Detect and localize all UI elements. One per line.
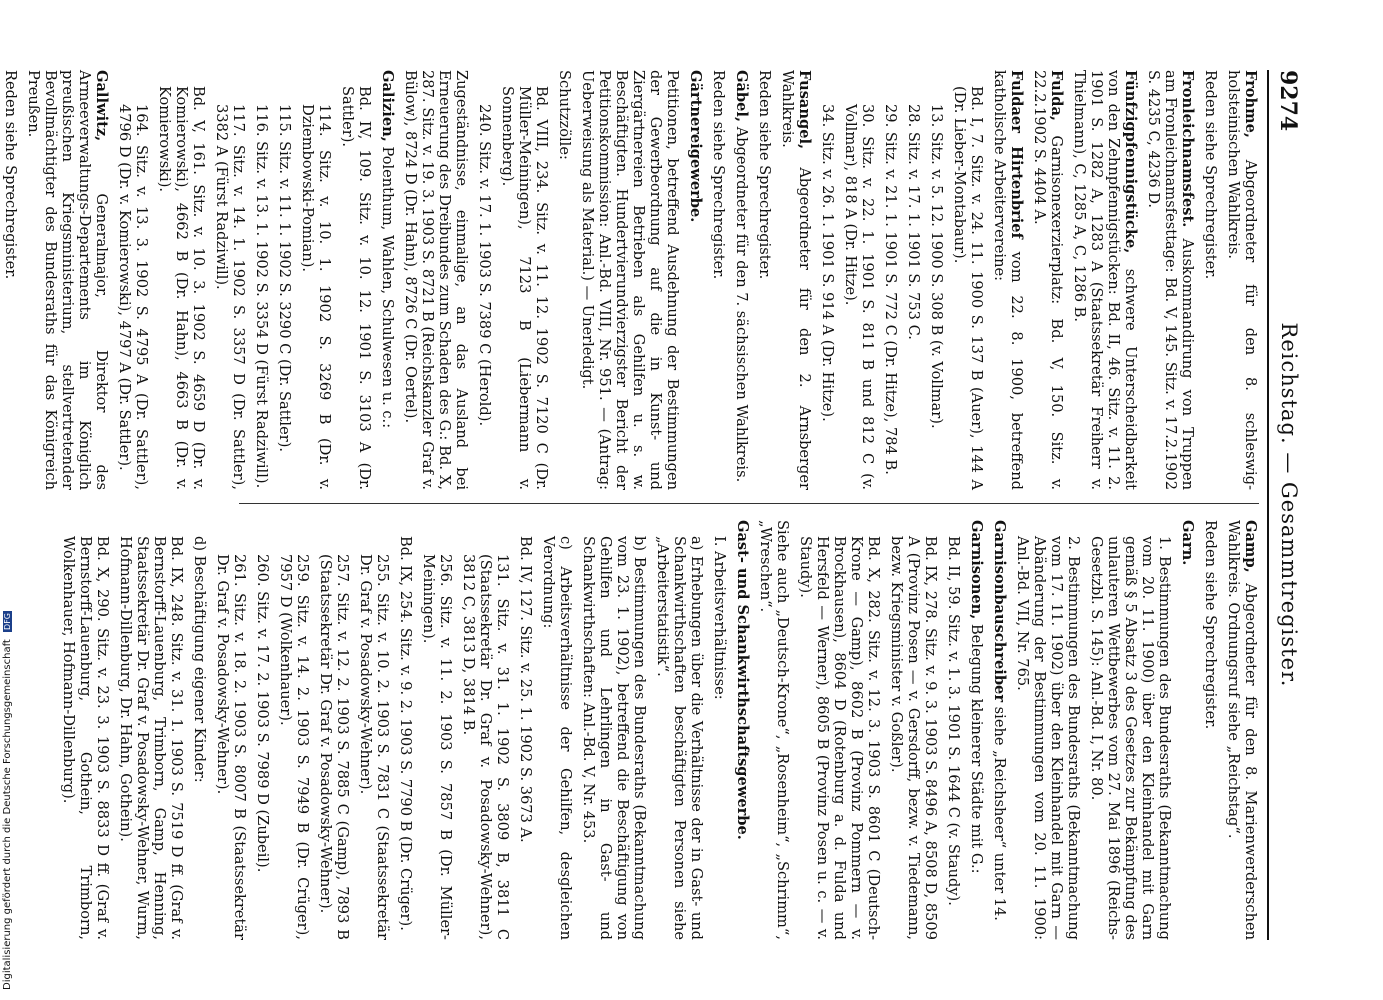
- entry-headword: Fusangel,: [796, 70, 813, 150]
- register-entry: [991, 520, 1008, 940]
- register-entry: Zugeständnisse, einmalige, an das Ausland bei Erneuerung des Dreibundes zum Schaden des G.: Bd. X, 287. Sitz. v. 19. 3. 1903 S. 8721 B (Reichskanzler Graf v. Bülow), 8724 D (Dr. Hahn), 8726 C (Dr. Oertel).: [402, 70, 470, 490]
- register-entry: Petitionen, betreffend Ausdehnung der Bestimmungen der Gewerbeordnung auf die in Kunst- und Ziergärtnereien Betrieben als Gehilfen u. s. w. Beschäftigten. Hundertvierundvierzigster Bericht der Petitionskommission: Anl.-Bd. VIII, Nr. 951. — (Antrag: Ueberweisung als Material.) — Unerledigt.: [579, 70, 681, 490]
- register-entry: Bd. II, 59. Sitz. v. 1. 3. 1901 S. 1644 C (v. Staudy).: [945, 536, 962, 906]
- register-entry: 116. Sitz. v. 13. 1. 1902 S. 3354 D (Fürst Radziwill).: [253, 104, 270, 489]
- register-entry: 117. Sitz. v. 14. 1. 1902 S. 3357 D (Dr. Sattler), 3382 A (Fürst Radziwill).: [213, 104, 247, 490]
- register-entry: [1145, 70, 1196, 490]
- register-entry: 259. Sitz. v. 14. 2. 1903 S. 7949 B (Dr. Crüger), 7957 D (Wolkenhauer).: [277, 554, 311, 940]
- column-divider: [239, 503, 1259, 504]
- register-entry: c) Arbeitsverhältnisse der Gehilfen, desgleichen Verordnung:: [540, 536, 574, 940]
- register-entry: 131. Sitz. v. 31. 1. 1902 S. 3809 B, 3811 C (Staatssekretär Dr. Graf v. Posadowsky-Wehner), 3812 C, 3813 D, 3814 B.: [460, 554, 511, 940]
- running-head: Reichstag. — Gesammtregister.: [1277, 322, 1301, 688]
- register-entry: Reden siehe Sprechregister.: [2, 70, 19, 280]
- register-entry: [734, 520, 751, 940]
- entry-headword: Garnisonbauschreiber: [991, 520, 1008, 703]
- register-entry: Siehe auch „Deutsch-Krone“, „Rosenheim“, „Schrimm“, „Wreschen“.: [757, 520, 791, 940]
- entry-text: Auskommandirung von Truppen am Fronleichnamsfesttage: Bd. V, 145. Sitz. v. 17.2.1902 S. 4235 C, 4236 D.: [1145, 70, 1196, 491]
- register-entry: 261. Sitz. v. 18. 2. 1903 S. 8007 B (Staatssekretär Dr. Graf v. Posadowsky-Wehner).: [214, 554, 248, 940]
- entry-headword: Garnisonen,: [968, 520, 985, 620]
- entry-text: Polenthum, Wahlen, Schulwesen u. c.:: [379, 146, 396, 429]
- register-entry: 29. Sitz. v. 21. 1. 1901 S. 772 C (Dr. Hitze), 784 B.: [882, 104, 899, 475]
- entry-headword: Fünfzigpfennigstücke,: [1122, 70, 1139, 254]
- register-entry: [1071, 70, 1139, 490]
- register-entry: 2. Bestimmungen des Bundesraths (Bekanntmachung vom 17. 11. 1902) über den Kleinhandel mit Garn — Abänderung der Bestimmungen vom 20. 11. 1900: Anl.-Bd. VII, Nr. 765.: [1014, 536, 1082, 940]
- page-number: 9274: [1275, 70, 1301, 132]
- entry-headword: Fuldaer Hirtenbrief: [1008, 70, 1025, 239]
- register-entry: I. Arbeitsverhältnisse:: [711, 536, 728, 700]
- register-entry: b) Bestimmungen des Bundesraths (Bekanntmachung vom 23. 1. 1902), betreffend die Beschäftigung von Gehilfen und Lehrlingen in Gast- und Schankwirthschaften: Anl.-Bd. V, Nr. 453.: [580, 536, 648, 940]
- entry-text: Abgeordneter für den 7. sächsischen Wahlkreis.: [733, 126, 750, 483]
- register-entry: [687, 70, 704, 490]
- register-entry: Bd. IX, 278. Sitz. v. 9. 3. 1903 S. 8496 A, 8508 D, 8509 A (Provinz Posen — v. Gersdorff, bezw. v. Tiedemann, bezw. Kriegsminister v. Goßler).: [888, 536, 939, 940]
- right-column: [54, 520, 1259, 940]
- register-entry: [733, 70, 750, 490]
- register-entry: 260. Sitz. v. 17. 2. 1903 S. 7989 D (Zubeil).: [254, 554, 271, 873]
- register-entry: d) Beschäftigung eigener Kinder:: [191, 536, 208, 783]
- entry-text: Garnisonexerzierplatz: Bd. V, 150. Sitz. v. 22.2.1902 S. 4404 A.: [1031, 70, 1065, 491]
- register-entry: 28. Sitz. v. 17. 1. 1901 S. 753 C.: [905, 104, 922, 340]
- register-entry: [991, 70, 1025, 490]
- register-entry: 1. Bestimmungen des Bundesraths (Bekanntmachung vom 20. 11. 1900) über den Kleinhandel mit Garn gemäß § 5 Absatz 3 des Gesetzes zur Bekämpfung des unlauteren Wettbewerbes vom 27. Mai 1896 (Reichs-Gesetzbl. S. 145): Anl.-Bd. I, Nr. 80.: [1088, 536, 1173, 940]
- digitization-note: [2, 611, 13, 990]
- entry-text: Abgeordneter für den 2. Arnsberger Wahlkreis.: [779, 70, 813, 490]
- register-entry: 30. Sitz. v. 22. 1. 1901 S. 811 B und 812 C (v. Vollmar), 818 A (Dr. Hitze).: [842, 104, 876, 490]
- entry-text: Belegung kleinerer Städte mit G.:: [968, 623, 985, 874]
- entry-text: schwere Unterscheidbarkeit von den Zehnpfennigstücken: Bd. II, 46. Sitz. v. 11. 2. 1901 S. 1282 A, 1283 A (Staatssekretär Freiherr v. Thielmann), C, 1285 A, C, 1286 B.: [1071, 70, 1139, 490]
- entry-text: Abgeordneter für den 8. Marienwerderschen Wahlkreis. Ordnungsruf siehe „Reichstag“.: [1225, 520, 1259, 941]
- register-entry: Reden siehe Sprechregister.: [1202, 70, 1219, 280]
- register-entry: Bd. IX, 254. Sitz. v. 9. 2. 1903 S. 7790 B (Dr. Crüger).: [397, 536, 414, 931]
- entry-headword: Fronleichnamsfest.: [1179, 70, 1196, 228]
- entry-headword: Gäbel,: [733, 70, 750, 123]
- entry-headword: Frohme,: [1242, 70, 1259, 138]
- entry-headword: Fulda,: [1048, 70, 1065, 121]
- register-entry: Bd. V, 161. Sitz. v. 10. 3. 1902 S. 4659 D (Dr. v. Komierowski), 4662 B (Dr. Hahn), 4663 B (Dr. v. Komierowski).: [156, 86, 207, 490]
- register-entry: Schutzzölle:: [556, 70, 573, 160]
- register-entry: [1225, 70, 1259, 490]
- register-entry: 114. Sitz. v. 10. 1. 1902 S. 3269 B (Dr. v. Dziembowski-Pomian).: [299, 104, 333, 490]
- register-entry: [779, 70, 813, 490]
- register-entry: 34. Sitz. v. 26. 1. 1901 S. 914 A (Dr. Hitze).: [819, 104, 836, 422]
- register-entry: Reden siehe Sprechregister.: [1202, 520, 1219, 730]
- register-entry: 255. Sitz. v. 10. 2. 1903 S. 7831 C (Staatssekretär Dr. Graf v. Posadowsky-Wehner).: [357, 554, 391, 940]
- entry-text: Abgeordneter für den 8. schleswig-holsteinischen Wahlkreis.: [1225, 70, 1259, 490]
- left-column: [0, 70, 1259, 490]
- entry-headword: Gallwitz,: [93, 70, 110, 142]
- entry-headword: Gamp,: [1242, 520, 1259, 573]
- entry-text: siehe „Reichsheer“ unter 14.: [991, 706, 1008, 921]
- dfg-logo: DFG: [3, 613, 12, 630]
- register-entry: 257. Sitz. v. 12. 2. 1903 S. 7885 C (Gamp), 7893 B (Staatssekretär Dr. Graf v. Posadowsky-Wehner).: [317, 554, 351, 940]
- register-entry: Bd. IV, 127. Sitz. v. 25. 1. 1902 S. 3673 A.: [517, 536, 534, 843]
- entry-headword: Gast- und Schankwirthschaftsgewerbe.: [734, 520, 751, 840]
- register-entry: Reden siehe Sprechregister.: [756, 70, 773, 280]
- register-entry: [25, 70, 110, 490]
- entry-headword: Galizien,: [379, 70, 396, 142]
- register-entry: [1031, 70, 1065, 490]
- register-entry: 13. Sitz. v. 5. 12. 1900 S. 308 B (v. Vollmar).: [928, 104, 945, 429]
- register-entry: Bd. X, 290. Sitz. v. 23. 3. 1903 S. 8833 D ff. (Graf v. Bernstorff-Lauenburg, Gothein, Trimborn, Wolkenhauer, Hofmann-Dillenburg).: [60, 536, 111, 940]
- register-entry: Bd. IV, 109. Sitz. v. 10. 12. 1901 S. 3103 A (Dr. Sattler).: [339, 86, 373, 490]
- register-entry: [379, 70, 396, 490]
- entry-headword: Garn.: [1179, 520, 1196, 566]
- register-entry: 115. Sitz. v. 11. 1. 1902 S. 3290 C (Dr. Sattler).: [276, 104, 293, 453]
- entry-text: vom 22. 8. 1900, betreffend katholische Arbeitervereine:: [991, 70, 1025, 490]
- digitization-text: Digitalisierung gefördert durch die Deutsche Forschungsgemeinschaft: [2, 639, 13, 990]
- register-entry: Bd. VIII, 234. Sitz. v. 11. 12. 1902 S. 7120 C (Dr. Müller-Meiningen), 7123 B (Liebermann v. Sonnenberg).: [499, 86, 550, 490]
- entry-text: Generalmajor, Direktor des Armeeverwaltungs-Departements im Königlich preußischen Kriegsministerium, stellvertretender Bevollmächtigter des Bundesraths für das Königreich Preußen.: [25, 70, 110, 491]
- register-entry: Bd. X, 282. Sitz. v. 12. 3. 1903 S. 8601 C (Deutsch-Krone — Gamp), 8602 B (Provinz Pommern — v. Brockhausen), 8604 D (Rotenburg a. d. Fulda und Hersfeld — Werner), 8605 B (Provinz Posen u. c. — v. Staudy).: [797, 536, 882, 940]
- register-entry: Bd. IX, 248. Sitz. v. 31. 1. 1903 S. 7519 D ff. (Graf v. Bernstorff-Lauenburg, Trimborn, Gamp, Henning, Staatssekretär Dr. Graf v. Posadowsky-Wehner, Wurm, Hofmann-Dillenburg, Dr. Hahn, Gothein).: [117, 536, 185, 940]
- entry-headword: Gärtnereigewerbe.: [687, 70, 704, 223]
- register-entry: 256. Sitz. v. 11. 2. 1903 S. 7857 B (Dr. Müller-Meiningen).: [420, 554, 454, 940]
- register-entry: 164. Sitz. v. 13. 3. 1902 S. 4795 A (Dr. Sattler), 4796 D (Dr. v. Komierowski), 4797 A (Dr. Sattler).: [116, 104, 150, 490]
- register-entry: [968, 520, 985, 940]
- register-entry: [1179, 520, 1196, 940]
- register-entry: Bd. I, 7. Sitz. v. 24. 11. 1900 S. 137 B (Auer), 144 A (Dr. Lieber-Montabaur).: [951, 86, 985, 490]
- register-entry: 240. Sitz. v. 17. 1. 1903 S. 7389 C (Herold).: [476, 104, 493, 427]
- register-entry: a) Erhebungen über die Verhältnisse der in Gast- und Schankwirthschaften beschäftigten Personen siehe „Arbeiterstatistik“.: [654, 536, 705, 940]
- header-rule: [1267, 70, 1269, 940]
- page-header: [1271, 70, 1301, 940]
- register-entry: Reden siehe Sprechregister.: [710, 70, 727, 280]
- register-entry: [1225, 520, 1259, 940]
